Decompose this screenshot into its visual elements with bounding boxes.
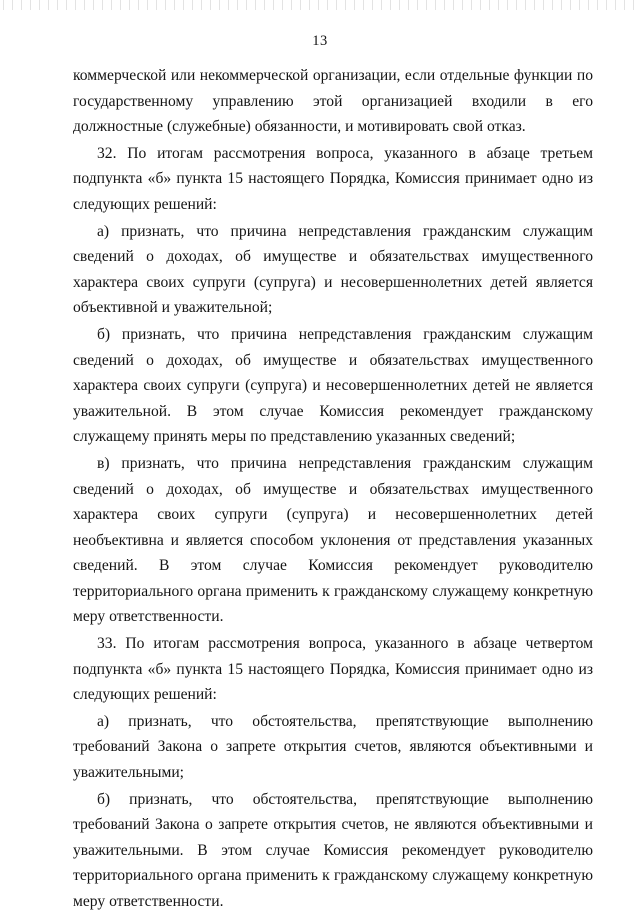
paragraph-item-33: 33. По итогам рассмотрения вопроса, указанного в абзаце четвертом подпункта «б» пункта 15 настоящего Порядка, Комиссия принимает одно из следующих решений: [73,635,593,704]
page-number: 13 [312,33,328,49]
paragraph-continuation: коммерческой или некоммерческой организации, если отдельные функции по государственному управлению этой организацией входили в его должностные (служебные) обязанности, и мотивировать свой отказ. [73,67,593,136]
document-body [73,63,593,915]
paragraph-32-b: б) признать, что причина непредставления гражданским служащим сведений о доходах, об имуществе и обязательствах имущественного характера своих супруги (супруга) и несовершеннолетних детей не является уважительной. В этом случае Комиссия рекомендует гражданскому служащему принять меры по представлению указанных сведений; [73,325,593,446]
paragraph-item-32: 32. По итогам рассмотрения вопроса, указанного в абзаце третьем подпункта «б» пункта 15 настоящего Порядка, Комиссия принимает одно из следующих решений: [73,144,593,213]
paragraph-32-v: в) признать, что причина непредставления гражданским служащим сведений о доходах, об имуществе и обязательствах имущественного характера своих супруги (супруга) и несовершеннолетних детей необъективна и является способом уклонения от представления указанных сведений. В этом случае Комиссия рекомендует руководителю территориального органа применить к гражданскому служащему конкретную меру ответственности. [73,454,593,626]
paragraph-33-a: а) признать, что обстоятельства, препятствующие выполнению требований Закона о запрете открытия счетов, являются объективными и уважительными; [73,712,593,782]
scan-edge-marks [0,0,640,10]
paragraph-32-a: а) признать, что причина непредставления гражданским служащим сведений о доходах, об имуществе и обязательствах имущественного характера своих супруги (супруга) и несовершеннолетних детей является объективной и уважительной; [73,222,593,317]
paragraph-33-b: б) признать, что обстоятельства, препятствующие выполнению требований Закона о запрете открытия счетов, не являются объективными и уважительными. В этом случае Комиссия рекомендует руководителю территориального органа применить к гражданскому служащему конкретную меру ответственности. [73,790,593,910]
